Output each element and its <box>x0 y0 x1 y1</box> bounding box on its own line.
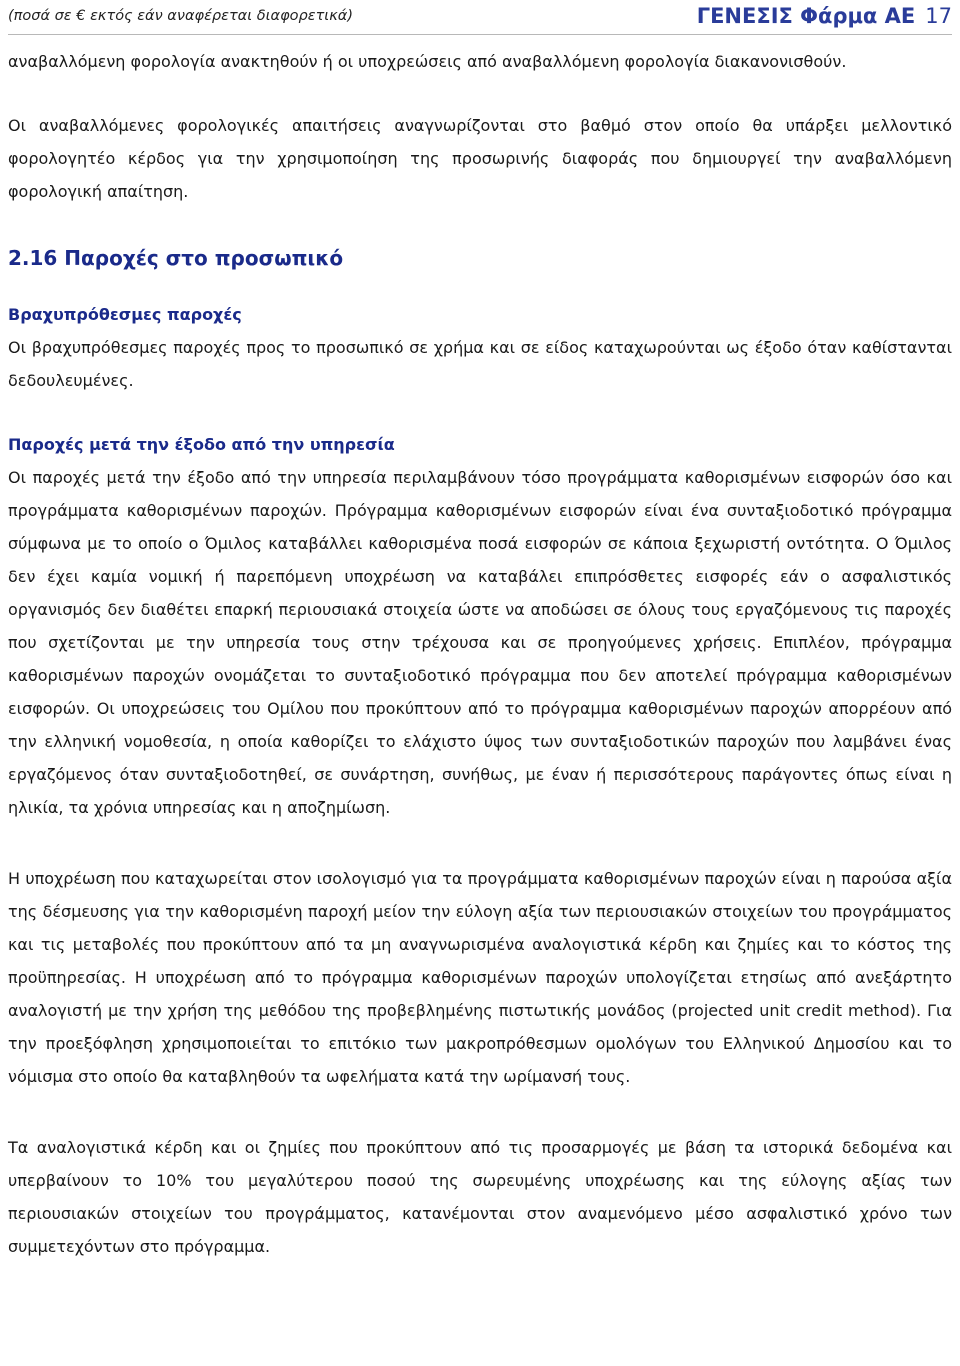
paragraph-deferred-tax-assets: Οι αναβαλλόμενες φορολογικές απαιτήσεις αναγνωρίζονται στο βαθμό στον οποίο θα υπάρξει μελλοντικό φορολογητέο κέρδος για την χρησιμοποίηση της προσωρινής διαφοράς που δημιουργεί την αναβαλλόμενη φορολογική απαίτηση. <box>8 116 952 201</box>
paragraph-deferred-tax-settlement: αναβαλλόμενη φορολογία ανακτηθούν ή οι υποχρεώσεις από αναβαλλόμενη φορολογία διακανονισθούν. <box>8 52 847 71</box>
page-number: 17 <box>925 4 952 28</box>
paragraph-post-employment-benefits: Οι παροχές μετά την έξοδο από την υπηρεσία περιλαμβάνουν τόσο προγράμματα καθορισμένων εισφορών όσο και προγράμματα καθορισμένων παροχών. Πρόγραμμα καθορισμένων εισφορών είναι ένα συνταξιοδοτικό πρόγραμμα σύμφωνα με το οποίο ο Όμιλος καταβάλλει καθορισμένα ποσά εισφορών σε κάποια ξεχωριστή οντότητα. Ο Όμιλος δεν έχει καμία νομική ή παρεπόμενη υποχρέωση να καταβάλει επιπρόσθετες εισφορές εάν ο ασφαλιστικός οργανισμός δεν διαθέτει επαρκή περιουσιακά στοιχεία ώστε να αποδώσει σε όλους τους εργαζόμενους τις παροχές που σχετίζονται με την υπηρεσία τους στην τρέχουσα και σε προηγούμενες χρήσεις. Επιπλέον, πρόγραμμα καθορισμένων παροχών ονομάζεται το συνταξιοδοτικό πρόγραμμα που δεν αποτελεί πρόγραμμα καθορισμένων εισφορών. Οι υποχρεώσεις του Ομίλου που προκύπτουν από το πρόγραμμα καθορισμένων παροχών απορρέουν από την ελληνική νομοθεσία, η οποία καθορίζει το ελάχιστο ύψος των συνταξιοδοτικών παροχών που λαμβάνει ένας εργαζόμενος όταν συνταξιοδοτηθεί, σε συνάρτηση, συνήθως, με έναν ή περισσότερους παράγοντες όπως είναι η ηλικία, τα χρόνια υπηρεσίας και η αποζημίωση. <box>8 468 952 817</box>
paragraph-defined-benefit-obligation: Η υποχρέωση που καταχωρείται στον ισολογισμό για τα προγράμματα καθορισμένων παροχών είναι η παρούσα αξία της δέσμευσης για την καθορισμένη παροχή μείον την εύλογη αξία των περιουσιακών στοιχείων του προγράμματος και τις μεταβολές που προκύπτουν από τα μη αναγνωρισμένα αναλογιστικά κέρδη και ζημίες και το κόστος της προϋπηρεσίας. Η υποχρέωση από το πρόγραμμα καθορισμένων παροχών υπολογίζεται ετησίως από ανεξάρτητο αναλογιστή με την χρήση της μεθόδου της προβεβλημένης πιστωτικής μονάδος (projected unit credit method). Για την προεξόφληση χρησιμοποιείται το επιτόκιο των μακροπρόθεσμων ομολόγων του Ελληνικού Δημοσίου και το νόμισμα στο οποίο θα καταβληθούν τα ωφελήματα κατά την ωρίμανσή τους. <box>8 869 952 1086</box>
subsection-title-short-term: Βραχυπρόθεσμες παροχές <box>8 305 242 324</box>
company-name: ΓΕΝΕΣΙΣ Φάρμα ΑΕ <box>696 4 916 28</box>
subsection-title-post-employment: Παροχές μετά την έξοδο από την υπηρεσία <box>8 435 395 454</box>
page-header <box>8 4 952 35</box>
header-right <box>697 4 952 28</box>
section-title: 2.16 Παροχές στο προσωπικό <box>8 246 344 270</box>
paragraph-short-term-benefits: Οι βραχυπρόθεσμες παροχές προς το προσωπικό σε χρήμα και σε είδος καταχωρούνται ως έξοδο όταν καθίστανται δεδουλευμένες. <box>8 338 952 390</box>
page-content <box>8 45 952 1263</box>
currency-note: (ποσά σε € εκτός εάν αναφέρεται διαφορετικά) <box>8 8 353 24</box>
paragraph-actuarial-gains-losses: Τα αναλογιστικά κέρδη και οι ζημίες που προκύπτουν από τις προσαρμογές με βάση τα ιστορικά δεδομένα και υπερβαίνουν το 10% του μεγαλύτερου ποσού της σωρευμένης υποχρέωσης και της εύλογης αξίας των περιουσιακών στοιχείων του προγράμματος, κατανέμονται στον αναμενόμενο μέσο ασφαλιστικό χρόνο των συμμετεχόντων στο πρόγραμμα. <box>8 1138 952 1256</box>
